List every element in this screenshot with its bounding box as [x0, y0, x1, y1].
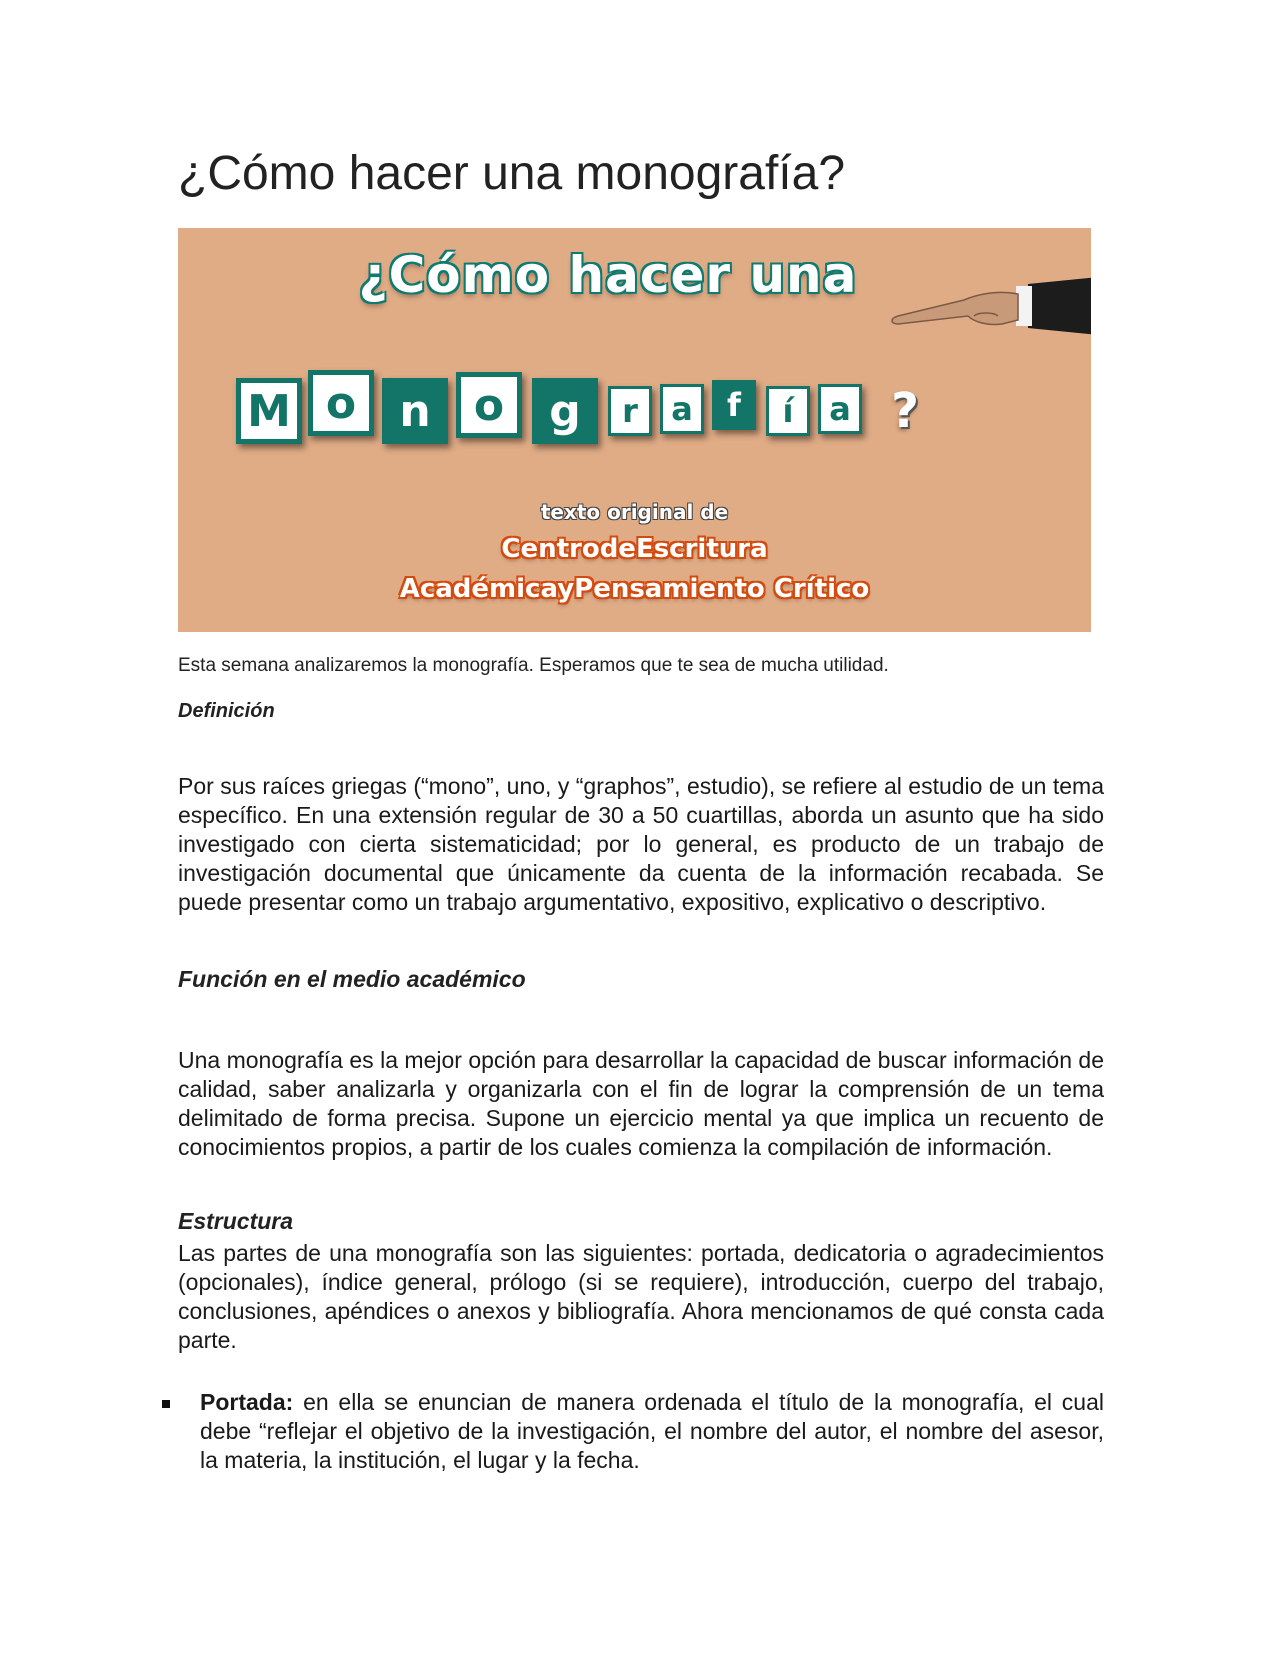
definicion-paragraph: Por sus raíces griegas (“mono”, uno, y “graphos”, estudio), se refiere al estudio de un tema específico. En una extensión regular de 30 a 50 cuartillas, aborda un asunto que ha sido investigado con cierta sistematicidad; por lo general, es producto de un trabajo de investigación documental que únicamente da cuenta de la información recabada. Se puede presentar como un trabajo argumentativo, expositivo, explicativo o descriptivo. — [178, 773, 1104, 915]
heading-funcion: Función en el medio académico — [178, 966, 526, 992]
bullet-square-icon — [162, 1400, 170, 1408]
funcion-paragraph: Una monografía es la mejor opción para desarrollar la capacidad de buscar información de calidad, saber analizarla y organizarla con el fin de lograr la comprensión de un tema delimitado de forma precisa. Supone un ejercicio mental ya que implica un recuento de conocimientos propios, a partir de los cuales comienza la compilación de información. — [178, 1047, 1104, 1160]
bullet-description: en ella se enuncian de manera ordenada el título de la monografía, el cual debe “reflejar el objetivo de la investigación, el nombre del autor, el nombre del asesor, la materia, la institución, el lugar y la fecha. — [200, 1389, 1104, 1473]
letter-tile: a — [660, 384, 704, 434]
letter-tile: f — [712, 380, 756, 430]
bullet-text — [200, 1388, 1104, 1475]
letter-tile: í — [766, 386, 810, 436]
banner-credit-intro: texto original de — [540, 500, 729, 524]
letter-tile: ? — [891, 383, 919, 439]
page-title: ¿Cómo hacer una monografía? — [178, 147, 846, 200]
letter-tile: M — [236, 378, 302, 444]
letter-tile: r — [608, 386, 652, 436]
letter-tile: a — [818, 384, 862, 434]
banner-credit-line2: AcadémicayPensamiento Crítico — [399, 574, 870, 604]
heading-estructura: Estructura — [178, 1208, 294, 1234]
estructura-paragraph: Las partes de una monografía son las siguientes: portada, dedicatoria o agradecimientos (opcionales), índice general, prólogo (si se requiere), introducción, cuerpo del trabajo, conclusiones, apéndices o anexos y bibliografía. Ahora mencionamos de qué consta cada parte. — [178, 1240, 1104, 1353]
letter-tile: n — [382, 378, 448, 444]
letter-tile: g — [532, 378, 598, 444]
pointing-hand-icon — [878, 276, 1091, 346]
bullet-term: Portada: — [200, 1389, 294, 1415]
letter-tile: o — [308, 370, 374, 436]
banner-title-line: ¿Cómo hacer una — [358, 246, 858, 304]
letter-tile: o — [456, 372, 522, 438]
banner-image — [178, 228, 1091, 632]
banner-credit-line1: CentrodeEscritura — [501, 534, 768, 564]
intro-paragraph: Esta semana analizaremos la monografía. Esperamos que te sea de mucha utilidad. — [178, 655, 889, 676]
banner-letter-tiles — [236, 356, 1036, 466]
heading-definicion: Definición — [178, 700, 275, 722]
